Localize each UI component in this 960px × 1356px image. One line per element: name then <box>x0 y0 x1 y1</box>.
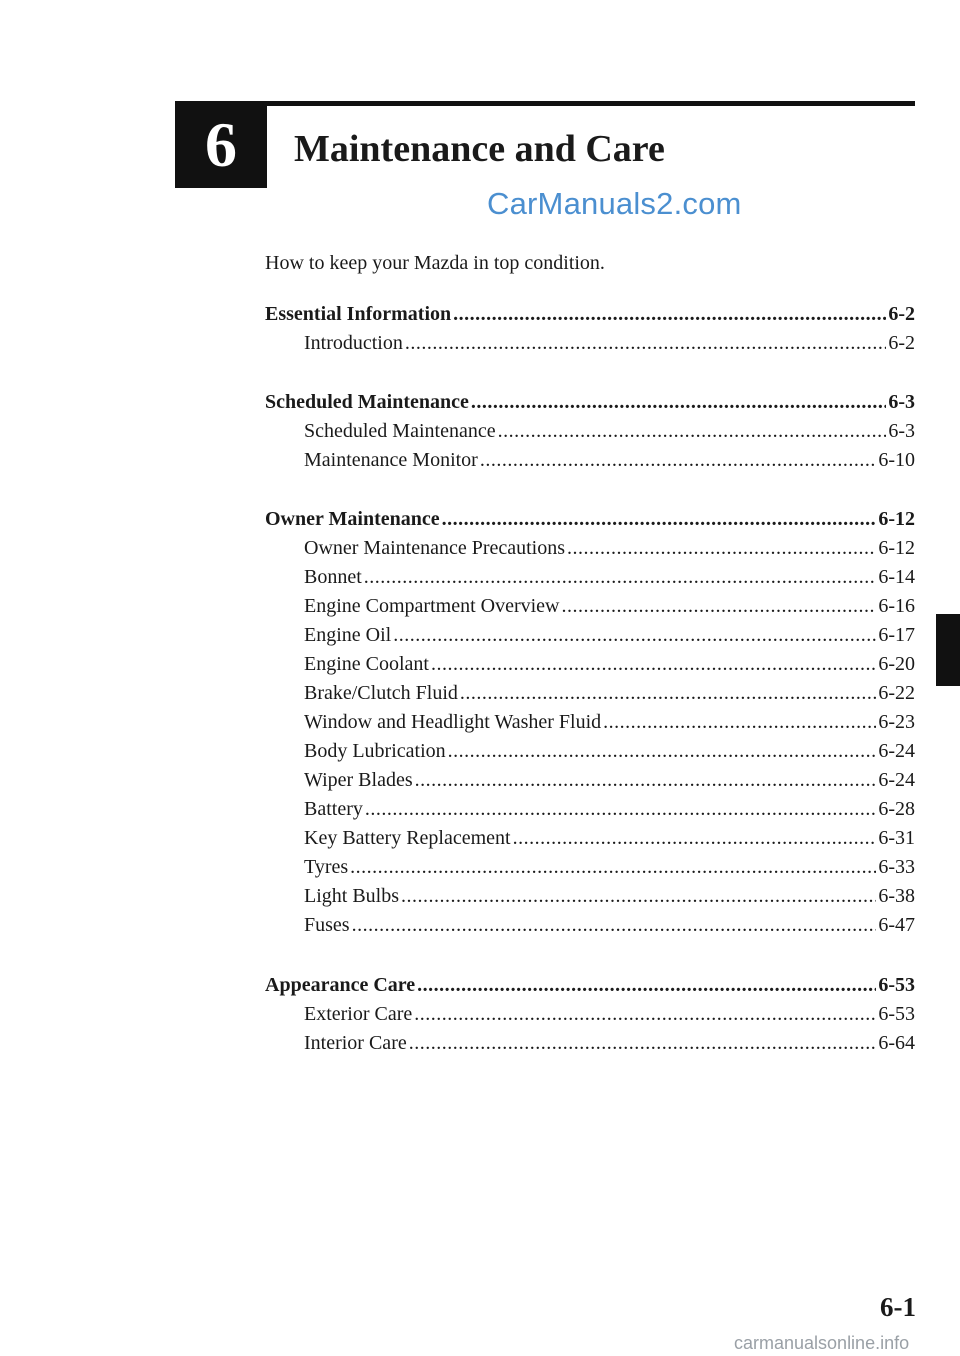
toc-entry-light-bulbs[interactable] <box>304 882 915 911</box>
chapter-title: Maintenance and Care <box>294 128 665 170</box>
toc-entry-page: 6-33 <box>878 856 915 878</box>
watermark-logo: CarManuals2.com <box>487 186 742 221</box>
chapter-number-box <box>175 101 267 188</box>
dot-leader <box>409 1029 877 1058</box>
toc-section-page: 6-3 <box>888 391 915 413</box>
dot-leader <box>350 853 876 882</box>
dot-leader <box>405 329 886 358</box>
toc-entry-window-headlight-washer-fluid[interactable] <box>304 708 915 737</box>
chapter-number: 6 <box>205 109 237 180</box>
toc-entry-label: Fuses <box>304 914 350 936</box>
toc-section-essential-information[interactable] <box>265 300 915 329</box>
toc-entry-tyres[interactable] <box>304 853 915 882</box>
toc-entry-label: Introduction <box>304 332 403 354</box>
dot-leader <box>431 650 876 679</box>
dot-leader <box>448 737 877 766</box>
toc-entry-introduction[interactable] <box>304 329 915 358</box>
toc-entry-label: Owner Maintenance Precautions <box>304 537 566 559</box>
toc-entry-label: Scheduled Maintenance <box>304 420 496 442</box>
toc-entry-page: 6-14 <box>878 566 915 588</box>
toc-entry-page: 6-22 <box>878 682 915 704</box>
toc-section-label: Appearance Care <box>265 974 416 996</box>
toc-entry-engine-coolant[interactable] <box>304 650 915 679</box>
toc-entry-label: Bonnet <box>304 566 362 588</box>
toc-entry-page: 6-47 <box>878 914 915 936</box>
toc-entry-engine-compartment-overview[interactable] <box>304 592 915 621</box>
chapter-intro: How to keep your Mazda in top condition. <box>265 252 605 274</box>
toc-entry-page: 6-28 <box>878 798 915 820</box>
toc-entry-owner-maintenance-precautions[interactable] <box>304 534 915 563</box>
toc-section-label: Owner Maintenance <box>265 508 440 530</box>
toc-entry-wiper-blades[interactable] <box>304 766 915 795</box>
toc-section-scheduled-maintenance[interactable] <box>265 388 915 417</box>
toc-entry-page: 6-2 <box>888 332 915 354</box>
toc-entry-page: 6-53 <box>878 1003 915 1025</box>
dot-leader <box>498 417 887 446</box>
toc-entry-page: 6-24 <box>878 740 915 762</box>
toc-entry-page: 6-24 <box>878 769 915 791</box>
toc-section-label: Scheduled Maintenance <box>265 391 469 413</box>
toc-entry-label: Wiper Blades <box>304 769 413 791</box>
dot-leader <box>513 824 877 853</box>
toc-entry-label: Window and Headlight Washer Fluid <box>304 711 602 733</box>
page-number: 6-1 <box>880 1292 916 1322</box>
toc-entry-page: 6-38 <box>878 885 915 907</box>
toc-section-page: 6-2 <box>888 303 915 325</box>
toc-entry-label: Body Lubrication <box>304 740 446 762</box>
chapter-side-tab <box>936 614 960 686</box>
toc-entry-page: 6-64 <box>878 1032 915 1054</box>
dot-leader <box>562 592 877 621</box>
dot-leader <box>471 388 886 417</box>
dot-leader <box>567 534 876 563</box>
dot-leader <box>453 300 886 329</box>
dot-leader <box>460 679 876 708</box>
dot-leader <box>603 708 876 737</box>
toc-entry-label: Battery <box>304 798 363 820</box>
toc-entry-scheduled-maintenance[interactable] <box>304 417 915 446</box>
toc-entry-maintenance-monitor[interactable] <box>304 446 915 475</box>
toc-section-owner-maintenance[interactable] <box>265 505 915 534</box>
dot-leader <box>480 446 876 475</box>
toc-entry-battery[interactable] <box>304 795 915 824</box>
toc-entry-bonnet[interactable] <box>304 563 915 592</box>
toc-entry-engine-oil[interactable] <box>304 621 915 650</box>
header-rule <box>267 101 915 106</box>
toc-entry-label: Engine Compartment Overview <box>304 595 560 617</box>
dot-leader <box>415 766 877 795</box>
toc-entry-body-lubrication[interactable] <box>304 737 915 766</box>
dot-leader <box>364 563 877 592</box>
toc-entry-page: 6-12 <box>878 537 915 559</box>
toc-entry-exterior-care[interactable] <box>304 1000 915 1029</box>
toc-entry-label: Exterior Care <box>304 1003 413 1025</box>
toc-entry-label: Light Bulbs <box>304 885 400 907</box>
toc-entry-page: 6-10 <box>878 449 915 471</box>
toc-entry-page: 6-17 <box>878 624 915 646</box>
toc-entry-fuses[interactable] <box>304 911 915 940</box>
toc-entry-label: Engine Coolant <box>304 653 429 675</box>
dot-leader <box>417 971 876 1000</box>
dot-leader <box>414 1000 876 1029</box>
toc-entry-brake-clutch-fluid[interactable] <box>304 679 915 708</box>
toc-entry-page: 6-20 <box>878 653 915 675</box>
toc-entry-label: Brake/Clutch Fluid <box>304 682 458 704</box>
dot-leader <box>401 882 876 911</box>
toc-section-label: Essential Information <box>265 303 452 325</box>
toc-section-page: 6-53 <box>878 974 915 996</box>
toc-entry-label: Interior Care <box>304 1032 407 1054</box>
toc-entry-label: Engine Oil <box>304 624 392 646</box>
toc-entry-interior-care[interactable] <box>304 1029 915 1058</box>
toc-entry-page: 6-16 <box>878 595 915 617</box>
toc-section-page: 6-12 <box>878 508 915 530</box>
dot-leader <box>442 505 877 534</box>
toc-entry-key-battery-replacement[interactable] <box>304 824 915 853</box>
footer-watermark: carmanualsonline.info <box>734 1333 910 1353</box>
toc-section-appearance-care[interactable] <box>265 971 915 1000</box>
dot-leader <box>352 911 877 940</box>
toc-entry-page: 6-23 <box>878 711 915 733</box>
dot-leader <box>393 621 876 650</box>
toc-entry-label: Key Battery Replacement <box>304 827 511 849</box>
toc-entry-page: 6-3 <box>888 420 915 442</box>
toc-entry-label: Tyres <box>304 856 349 878</box>
dot-leader <box>365 795 876 824</box>
toc-entry-page: 6-31 <box>878 827 915 849</box>
toc-entry-label: Maintenance Monitor <box>304 449 478 471</box>
